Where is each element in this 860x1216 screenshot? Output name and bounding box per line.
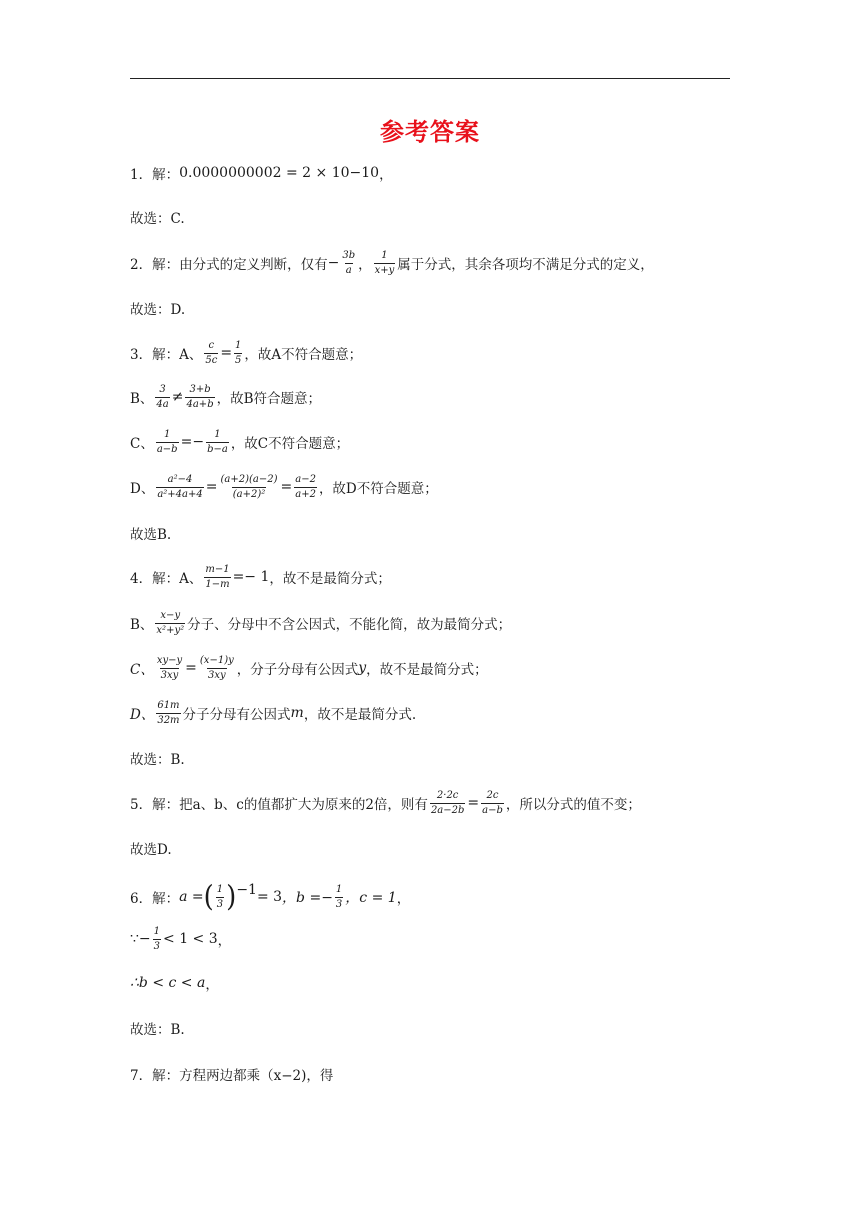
fraction-numerator: 1	[214, 428, 221, 440]
fraction-denominator: 4a	[156, 398, 169, 410]
q3-d-tail: ，故D不符合题意；	[318, 481, 438, 497]
page-title: 参考答案	[380, 118, 480, 146]
q2-lead: 2．解：由分式的定义判断，仅有	[130, 257, 328, 273]
q4-c-line	[130, 655, 488, 681]
q3-d-frac2	[219, 475, 278, 500]
q3-c-frac2	[206, 430, 229, 455]
q6-b-frac	[335, 885, 343, 910]
fraction-numerator: 3b	[342, 249, 356, 261]
q4-c-frac2	[199, 656, 235, 681]
q3-a-frac1	[204, 341, 218, 366]
q2-neg: −	[327, 255, 340, 271]
q5-frac2	[481, 791, 504, 816]
q6-l2-frac	[153, 927, 161, 952]
q1-answer: 故选：C.	[130, 211, 185, 227]
fraction-denominator: 3xy	[208, 669, 226, 681]
fraction-numerator: 61m	[157, 699, 180, 711]
q4-b-frac1	[155, 611, 185, 636]
fraction-numerator: 3	[159, 383, 166, 395]
fraction-denominator: 3	[216, 898, 224, 910]
q2-comma: ，	[358, 257, 372, 273]
q2-line	[130, 250, 654, 276]
q3-b-frac1	[155, 385, 169, 410]
q3-a-lead: 3．解：A、	[130, 347, 203, 363]
fraction-denominator: 1−m	[205, 578, 230, 590]
q4-d-frac1	[156, 701, 180, 726]
fraction-denominator: 2a−2b	[430, 804, 465, 816]
q4-b-lead: B、	[130, 617, 154, 633]
q1-line	[130, 160, 393, 186]
fraction-denominator: x²+y²	[156, 624, 185, 636]
q3-b-lead: B、	[130, 391, 154, 407]
fraction-denominator: 3	[153, 940, 161, 952]
q6-answer: 故选：B.	[130, 1022, 185, 1038]
q3-a-frac2	[234, 341, 242, 366]
q3-b-line	[130, 384, 321, 410]
q3-b-op: ≠	[171, 389, 184, 405]
q6-l3-tail: ，	[205, 977, 219, 993]
q1-tail: ，	[379, 167, 393, 183]
fraction-numerator: 1	[216, 883, 224, 895]
q1-lead: 1．解：	[130, 167, 180, 183]
fraction-denominator: 3	[335, 898, 343, 910]
q4-c-var: y	[358, 660, 367, 676]
fraction-numerator: 3+b	[189, 383, 211, 395]
q3-a-eq: =	[220, 345, 233, 361]
q3-d-frac1	[156, 475, 203, 500]
fraction-denominator: a+2	[295, 488, 316, 500]
q3-a-tail: ，故A不符合题意；	[244, 347, 363, 363]
q2-frac1	[341, 251, 356, 276]
q3-d-op2: =	[280, 479, 293, 495]
q4-d-mid: 分子分母有公因式	[182, 707, 291, 723]
q4-a-tail: ，故不是最简分式；	[269, 571, 391, 587]
q4-d-lead: D、	[130, 707, 155, 723]
q6-b-eq: ，b =−	[282, 890, 333, 906]
q4-a-line	[130, 564, 391, 590]
q6-a-eq: a =	[179, 889, 204, 905]
q6-lead: 6．解：	[130, 891, 180, 907]
q5-line	[130, 790, 641, 816]
q2-tail: 属于分式，其余各项均不满足分式的定义，	[397, 257, 654, 273]
q6-frac	[216, 885, 224, 910]
fraction-numerator: 2·2c	[436, 789, 459, 801]
fraction-numerator: 1	[335, 883, 343, 895]
q4-d-tail: ，故不是最简分式.	[303, 707, 417, 723]
q4-d-line	[130, 700, 416, 726]
q5-answer: 故选D.	[130, 842, 172, 858]
fraction-denominator: b−a	[207, 443, 228, 455]
fraction-numerator: 1	[235, 339, 242, 351]
fraction-numerator: a²−4	[167, 473, 193, 485]
q2-answer: 故选：D.	[130, 302, 186, 318]
fraction-denominator: 5	[235, 354, 242, 366]
fraction-denominator: x+y	[374, 264, 395, 276]
q3-a-line	[130, 340, 362, 366]
q4-c-mid: ，分子分母有公因式	[236, 662, 359, 678]
header-rule	[130, 78, 730, 79]
q6-exp: −1	[236, 882, 257, 898]
q7-line: 7．解：方程两边都乘（x−2)，得	[130, 1068, 334, 1084]
fraction-numerator: m−1	[205, 563, 230, 575]
q3-c-line	[130, 429, 349, 455]
q5-lead: 5．解：把a、b、c的值都扩大为原来的2倍，则有	[130, 797, 428, 813]
q4-c-frac1	[156, 656, 183, 681]
q6-a-val: = 3	[256, 889, 283, 905]
q3-b-frac2	[185, 385, 214, 410]
fraction-numerator: c	[208, 339, 215, 351]
fraction-numerator: x−y	[160, 609, 181, 621]
fraction-denominator: 3xy	[160, 669, 179, 681]
q1-expr: 0.0000000002 = 2 × 10	[179, 165, 350, 181]
fraction-denominator: 4a+b	[186, 398, 214, 410]
q4-c-op: =	[185, 660, 197, 676]
q3-d-frac3	[294, 475, 317, 500]
q3-c-op: =−	[180, 434, 205, 450]
q6-l3-expr: ∴b < c < a	[130, 975, 206, 991]
fraction-numerator: xy−y	[156, 654, 183, 666]
fraction-numerator: 1	[153, 925, 161, 937]
q4-a-frac1	[204, 565, 230, 590]
q5-tail: ，所以分式的值不变；	[505, 797, 641, 813]
fraction-denominator: 32m	[157, 714, 180, 726]
fraction-denominator: (a+2)²	[232, 488, 266, 500]
q6-paren-right: )	[226, 880, 237, 914]
q6-line2	[130, 926, 231, 952]
q6-l2-expr: < 1 < 3	[163, 931, 218, 947]
q4-c-tail: ，故不是最简分式；	[366, 662, 488, 678]
fraction-numerator: (a+2)(a−2)	[220, 473, 278, 485]
q5-op: =	[467, 795, 480, 811]
q3-d-op1: =	[205, 479, 218, 495]
q6-paren-left: (	[203, 880, 214, 914]
q4-d-var: m	[290, 705, 304, 721]
fraction-denominator: a²+4a+4	[157, 488, 203, 500]
q6-c-eq: ，c = 1	[345, 890, 397, 906]
q4-c-lead: C、	[130, 662, 154, 678]
fraction-denominator: a	[345, 264, 352, 276]
q5-frac1	[430, 791, 465, 816]
fraction-numerator: a−2	[295, 473, 316, 485]
fraction-numerator: 1	[164, 428, 171, 440]
q3-b-tail: ，故B符合题意；	[216, 391, 322, 407]
q6-l2-tail: ，	[217, 933, 232, 949]
fraction-numerator: (x−1)y	[199, 654, 234, 666]
fraction-numerator: 2c	[486, 789, 499, 801]
q4-b-line	[130, 610, 511, 636]
q4-answer: 故选：B.	[130, 752, 185, 768]
q3-answer: 故选B.	[130, 527, 172, 543]
q2-frac2	[374, 251, 396, 276]
q6-tail: ，	[396, 891, 411, 907]
fraction-denominator: a−b	[482, 804, 503, 816]
q3-c-tail: ，故C不符合题意；	[230, 436, 350, 452]
q6-line	[130, 882, 410, 912]
q1-exp: −10	[349, 165, 380, 181]
fraction-numerator: 1	[381, 249, 388, 261]
q4-a-op: =− 1	[232, 569, 270, 585]
fraction-denominator: 5c	[205, 354, 218, 366]
q4-b-tail: 分子、分母中不含公因式，不能化简，故为最简分式；	[187, 617, 512, 633]
q4-a-lead: 4．解：A、	[130, 571, 203, 587]
fraction-denominator: a−b	[156, 443, 178, 455]
q3-d-line	[130, 474, 438, 500]
q6-l2-lead: ∵−	[130, 931, 151, 947]
q6-line3	[130, 970, 219, 996]
q3-d-lead: D、	[130, 481, 155, 497]
q3-c-frac1	[156, 430, 179, 455]
q3-c-lead: C、	[130, 436, 154, 452]
